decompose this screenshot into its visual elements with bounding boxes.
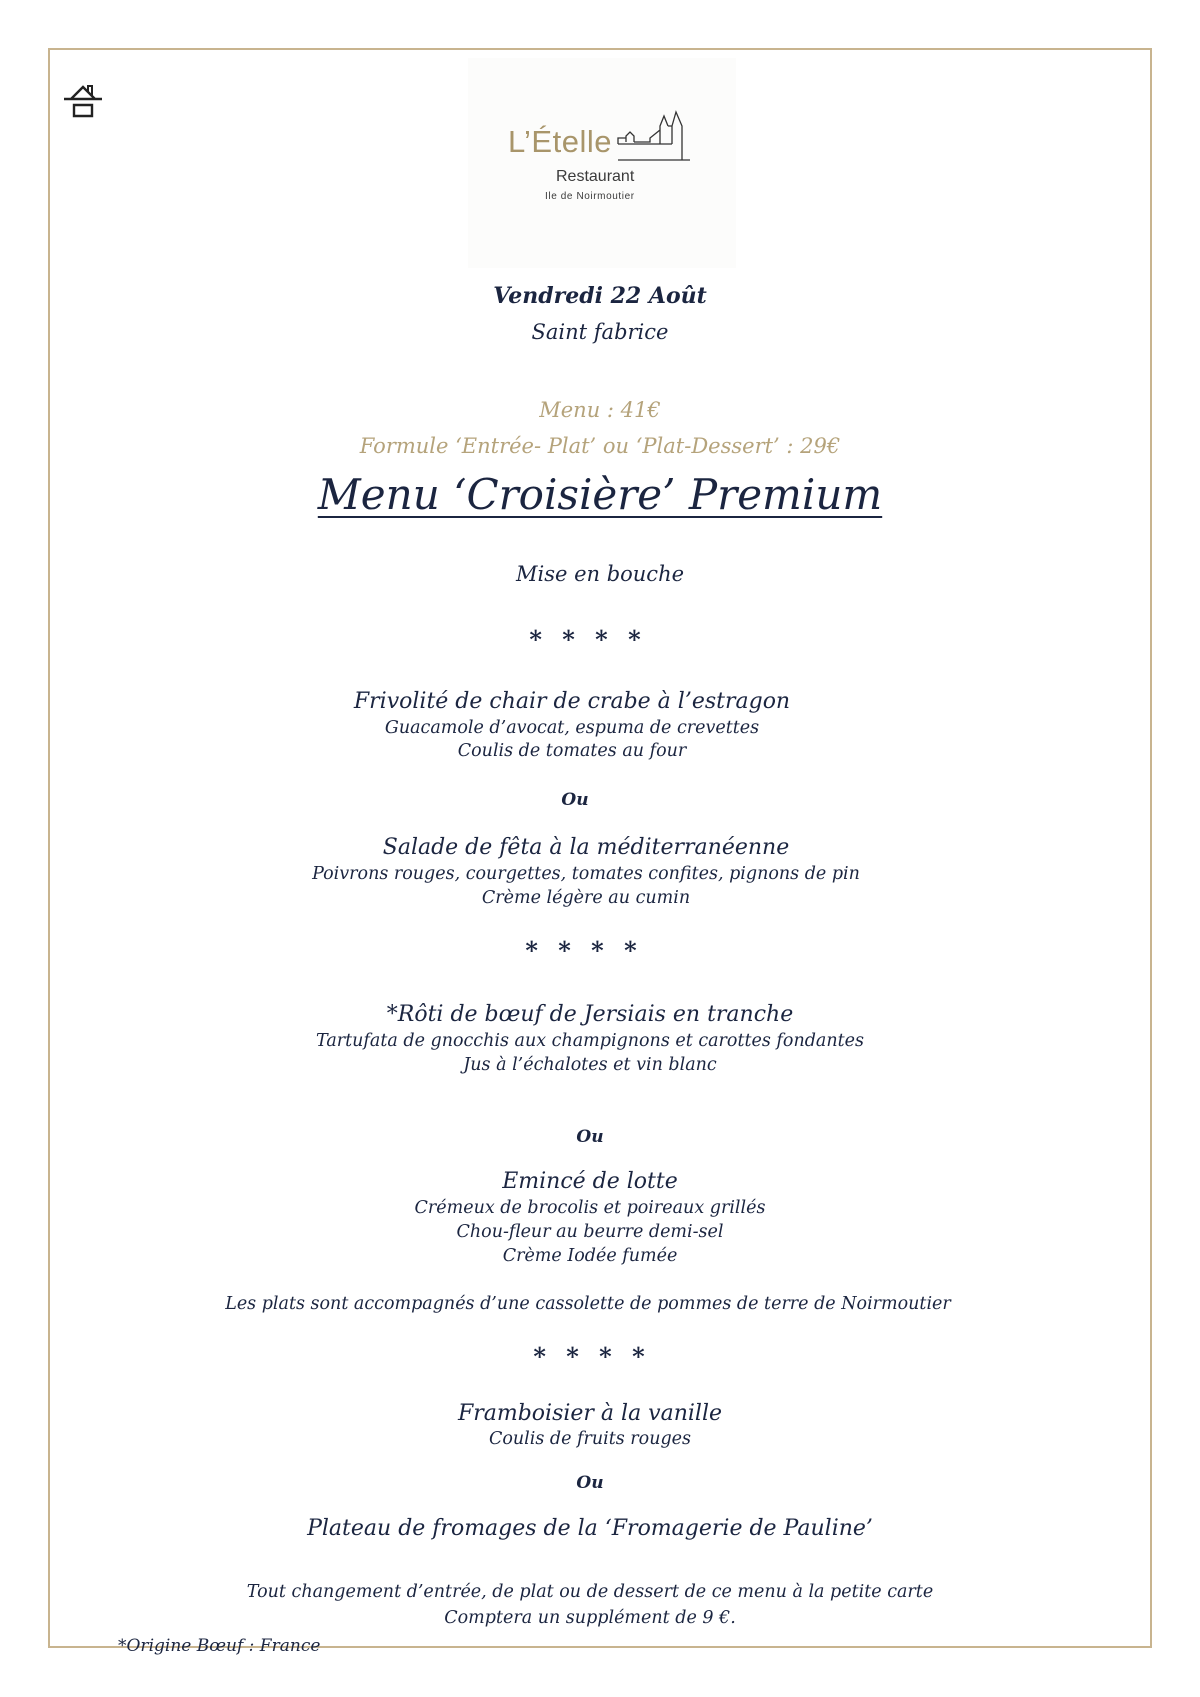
logo-subtitle: Restaurant (556, 168, 635, 185)
separator: * * * * (529, 625, 647, 654)
menu-price: Menu : 41€ (539, 398, 661, 422)
logo-location: Ile de Noirmoutier (545, 191, 635, 202)
conditions-line-2: Comptera un supplément de 9 €. (444, 1608, 736, 1628)
dessert-2-name: Plateau de fromages de la ‘Fromagerie de Pauline’ (307, 1516, 873, 1541)
main-2-line-2: Chou-fleur au beurre demi-sel (456, 1222, 724, 1242)
church-outline-icon (616, 108, 692, 166)
menu-date: Vendredi 22 Août (493, 283, 707, 309)
separator: * * * * (533, 1342, 651, 1371)
main-or: Ou (576, 1127, 604, 1147)
saint-of-day: Saint fabrice (531, 320, 669, 344)
logo-name: L’Ételle (508, 124, 612, 159)
conditions-line-1: Tout changement d’entrée, de plat ou de dessert de ce menu à la petite carte (246, 1582, 934, 1602)
origin-note: *Origine Bœuf : France (118, 1636, 321, 1656)
main-2-line-1: Crémeux de brocolis et poireaux grillés (414, 1198, 766, 1218)
house-outline-icon (62, 82, 104, 120)
logo (468, 58, 736, 268)
page-title (0, 470, 1200, 519)
separator: * * * * (525, 936, 643, 965)
dessert-1-name: Framboisier à la vanille (457, 1401, 723, 1426)
dessert-1-line-1: Coulis de fruits rouges (488, 1429, 692, 1449)
starter-1-name: Frivolité de chair de crabe à l’estragon (353, 689, 791, 714)
starter-2-name: Salade de fêta à la méditerranéenne (382, 835, 790, 860)
main-1-line-1: Tartufata de gnocchis aux champignons et carottes fondantes (316, 1031, 864, 1051)
mains-side-note: Les plats sont accompagnés d’une cassolette de pommes de terre de Noirmoutier (225, 1294, 951, 1314)
starter-2-line-2: Crème légère au cumin (481, 888, 691, 908)
amuse-bouche: Mise en bouche (515, 562, 685, 586)
main-1-line-2: Jus à l’échalotes et vin blanc (463, 1055, 717, 1075)
starter-2-line-1: Poivrons rouges, courgettes, tomates confites, pignons de pin (312, 864, 860, 884)
menu-title-text: Menu ‘Croisière’ Premium (317, 470, 883, 519)
starter-1-line-1: Guacamole d’avocat, espuma de crevettes (384, 718, 760, 738)
starter-1-line-2: Coulis de tomates au four (457, 741, 687, 761)
main-1-name: *Rôti de bœuf de Jersiais en tranche (386, 1002, 794, 1027)
main-2-name: Emincé de lotte (502, 1169, 678, 1194)
formule-price: Formule ‘Entrée- Plat’ ou ‘Plat-Dessert’ : 29€ (359, 434, 841, 458)
dessert-or: Ou (576, 1473, 604, 1493)
main-2-line-3: Crème Iodée fumée (502, 1246, 678, 1266)
starter-or: Ou (561, 790, 589, 810)
